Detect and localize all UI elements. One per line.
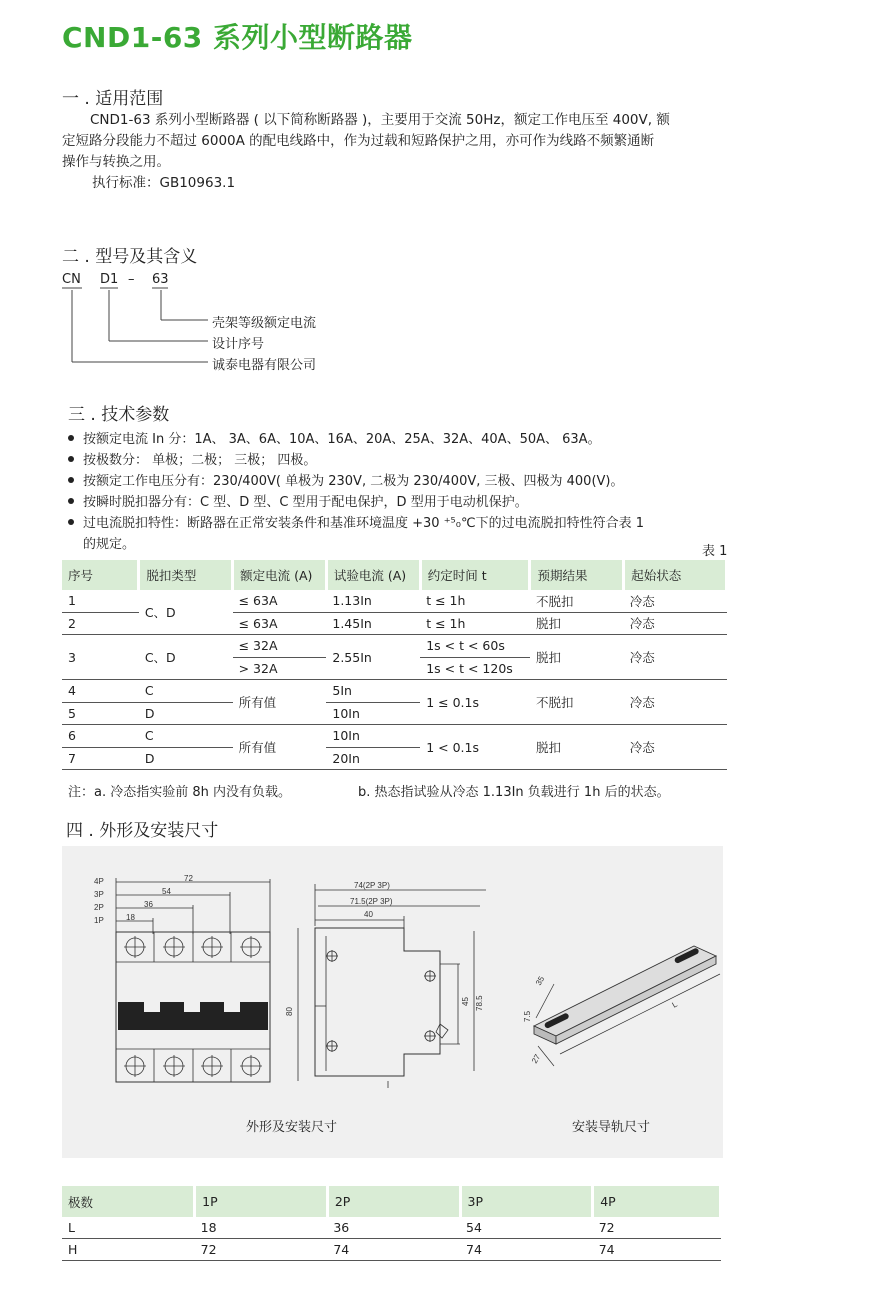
table-caption: 表 1 xyxy=(702,544,728,559)
table-cell: ≤ 63A xyxy=(233,590,327,612)
table-header-row xyxy=(62,1186,721,1217)
model-code-d1: D1 xyxy=(100,272,119,287)
col-header: 约定时间 t xyxy=(420,560,530,590)
table-cell: 7 xyxy=(62,747,139,770)
table-cell: 2 xyxy=(62,612,139,635)
table-cell: 冷态 xyxy=(624,725,727,770)
table-cell: t ≤ 1h xyxy=(420,612,530,635)
col-header: 脱扣类型 xyxy=(139,560,233,590)
model-code-63: 63 xyxy=(152,272,169,287)
dim-40: 40 xyxy=(364,910,373,919)
breaker-side-view-drawing xyxy=(285,876,490,1091)
bullet-1: 按额定电流 In 分：1A、 3A、6A、10A、16A、20A、25A、32A、40A、50A、 63A。 xyxy=(68,429,601,450)
table-cell: 5 xyxy=(62,702,139,725)
page-title: CND1-63 系列小型断路器 xyxy=(62,21,413,54)
rail-dim-7-5: 7.5 xyxy=(523,1010,532,1022)
meaning-cn: 诚泰电器有限公司 xyxy=(212,358,317,373)
table-cell: 74 xyxy=(460,1239,593,1261)
table-cell: 10In xyxy=(326,702,420,725)
table-cell: 10In xyxy=(326,725,420,748)
table-cell: 36 xyxy=(327,1217,460,1239)
table-cell: 18 xyxy=(195,1217,328,1239)
table-cell: C xyxy=(139,680,233,703)
section-2-heading: 二 . 型号及其含义 xyxy=(62,247,198,267)
table-cell: 74 xyxy=(327,1239,460,1261)
table-cell: 冷态 xyxy=(624,590,727,612)
table-cell: C、D xyxy=(139,590,233,635)
col-header: 2P xyxy=(327,1186,460,1217)
col-header: 序号 xyxy=(62,560,139,590)
bullet-dot xyxy=(68,456,74,462)
table-cell: 1 xyxy=(62,590,139,612)
table-cell: H xyxy=(62,1239,195,1261)
col-header: 极数 xyxy=(62,1186,195,1217)
bullet-5: 过电流脱扣特性：断路器在正常安装条件和基准环境温度 +30 ⁺⁵₀℃下的过电流脱扣特性符合表 1 xyxy=(68,513,644,534)
dimensions-table xyxy=(62,1186,722,1261)
table-cell: 74 xyxy=(593,1239,721,1261)
table-row xyxy=(62,590,727,612)
table-row xyxy=(62,1239,721,1261)
table-cell: 72 xyxy=(195,1239,328,1261)
dimension-figure-panel xyxy=(62,846,723,1158)
label-3p: 3P xyxy=(94,890,104,899)
dim-74: 74(2P 3P) xyxy=(354,881,390,890)
caption-rail-dims: 安装导轨尺寸 xyxy=(572,1120,651,1135)
label-1p: 1P xyxy=(94,916,104,925)
meaning-63: 壳架等级额定电流 xyxy=(212,316,317,331)
table-cell: 不脱扣 xyxy=(530,590,624,612)
dim-80: 80 xyxy=(285,1007,294,1016)
table-cell: 1 < 0.1s xyxy=(420,725,530,770)
dim-45: 45 xyxy=(461,997,470,1006)
label-2p: 2P xyxy=(94,903,104,912)
note-a: 注：a. 冷态指实验前 8h 内没有负载。 xyxy=(68,785,292,800)
table-cell: 所有值 xyxy=(233,680,327,725)
col-header: 预期结果 xyxy=(530,560,624,590)
bullet-5-cont: 的规定。 xyxy=(83,537,136,552)
bullet-2: 按极数分： 单极；二极； 三极； 四极。 xyxy=(68,450,316,471)
bullet-dot xyxy=(68,435,74,441)
sec1-line-3: 操作与转换之用。 xyxy=(62,154,170,170)
dim-72: 72 xyxy=(184,874,193,883)
col-header: 1P xyxy=(195,1186,328,1217)
col-header: 起始状态 xyxy=(624,560,727,590)
dim-36: 36 xyxy=(144,900,153,909)
caption-outline-dims: 外形及安装尺寸 xyxy=(246,1120,338,1135)
table-cell: 5In xyxy=(326,680,420,703)
table-cell: 72 xyxy=(593,1217,721,1239)
table-cell: 1s < t < 60s xyxy=(420,635,530,658)
breaker-front-view-drawing xyxy=(90,874,280,1089)
table-cell: 54 xyxy=(460,1217,593,1239)
sec1-standard: 执行标准：GB10963.1 xyxy=(92,175,236,191)
rail-dim-35: 35 xyxy=(533,974,547,987)
table-cell: 4 xyxy=(62,680,139,703)
sec1-line-2: 定短路分段能力不超过 6000A 的配电线路中，作为过载和短路保护之用，亦可作为线路不频繁通断 xyxy=(62,133,655,149)
bullet-dot xyxy=(68,519,74,525)
dim-71-5: 71.5(2P 3P) xyxy=(350,897,393,906)
table-cell: C、D xyxy=(139,635,233,680)
bullet-3: 按额定工作电压分有：230/400V( 单极为 230V, 二极为 230/400V, 三极、四极为 400(V)。 xyxy=(68,471,623,492)
table-cell: > 32A xyxy=(233,657,327,680)
rail-dim-27: 27 xyxy=(529,1052,543,1065)
table-cell: 冷态 xyxy=(624,680,727,725)
dim-78-5: 78.5 xyxy=(475,995,484,1011)
note-b: b. 热态指试验从冷态 1.13In 负载进行 1h 后的状态。 xyxy=(358,785,670,800)
table-cell: 1.45In xyxy=(326,612,420,635)
meaning-d1: 设计序号 xyxy=(212,337,265,352)
table-cell: 2.55In xyxy=(326,635,420,680)
table-row xyxy=(62,680,727,703)
table-cell: 冷态 xyxy=(624,635,727,680)
table-cell: ≤ 63A xyxy=(233,612,327,635)
rail-dim-l: L xyxy=(670,999,679,1010)
table-cell: D xyxy=(139,702,233,725)
table-header-row xyxy=(62,560,727,590)
label-4p: 4P xyxy=(94,877,104,886)
table-cell: D xyxy=(139,747,233,770)
table-cell: 3 xyxy=(62,635,139,680)
sec1-line-1: CND1-63 系列小型断路器 ( 以下简称断路器 )，主要用于交流 50Hz，额定工作电压至 400V, 额 xyxy=(90,112,670,128)
col-header: 额定电流 (A) xyxy=(233,560,327,590)
table-cell: 1.13In xyxy=(326,590,420,612)
bullet-4: 按瞬时脱扣器分有：C 型、D 型、C 型用于配电保护，D 型用于电动机保护。 xyxy=(68,492,528,513)
model-code-dash: – xyxy=(128,272,135,287)
din-rail-drawing xyxy=(524,926,724,1076)
table-row xyxy=(62,635,727,658)
table-cell: t ≤ 1h xyxy=(420,590,530,612)
dim-18: 18 xyxy=(126,913,135,922)
table-cell: 6 xyxy=(62,725,139,748)
table-cell: 1 ≤ 0.1s xyxy=(420,680,530,725)
table-cell: L xyxy=(62,1217,195,1239)
table-cell: ≤ 32A xyxy=(233,635,327,658)
table-cell: 所有值 xyxy=(233,725,327,770)
col-header: 4P xyxy=(593,1186,721,1217)
dim-54: 54 xyxy=(162,887,171,896)
table-row xyxy=(62,725,727,748)
model-code-cn: CN xyxy=(62,272,81,287)
table-cell: 1s < t < 120s xyxy=(420,657,530,680)
col-header: 3P xyxy=(460,1186,593,1217)
model-code-diagram xyxy=(60,288,220,373)
bullet-dot xyxy=(68,498,74,504)
table-cell: 脱扣 xyxy=(530,635,624,680)
table-cell: 不脱扣 xyxy=(530,680,624,725)
section-4-heading: 四 . 外形及安装尺寸 xyxy=(66,821,219,841)
tech-params-table xyxy=(62,560,728,770)
table-row xyxy=(62,1217,721,1239)
section-1-heading: 一 . 适用范围 xyxy=(62,89,164,109)
table-cell: 脱扣 xyxy=(530,725,624,770)
table-cell: 冷态 xyxy=(624,612,727,635)
col-header: 试验电流 (A) xyxy=(326,560,420,590)
table-cell: 脱扣 xyxy=(530,612,624,635)
section-3-heading: 三 . 技术参数 xyxy=(68,405,170,425)
switch-handles-icon xyxy=(118,1002,268,1030)
table-cell: 20In xyxy=(326,747,420,770)
bullet-dot xyxy=(68,477,74,483)
table-cell: C xyxy=(139,725,233,748)
